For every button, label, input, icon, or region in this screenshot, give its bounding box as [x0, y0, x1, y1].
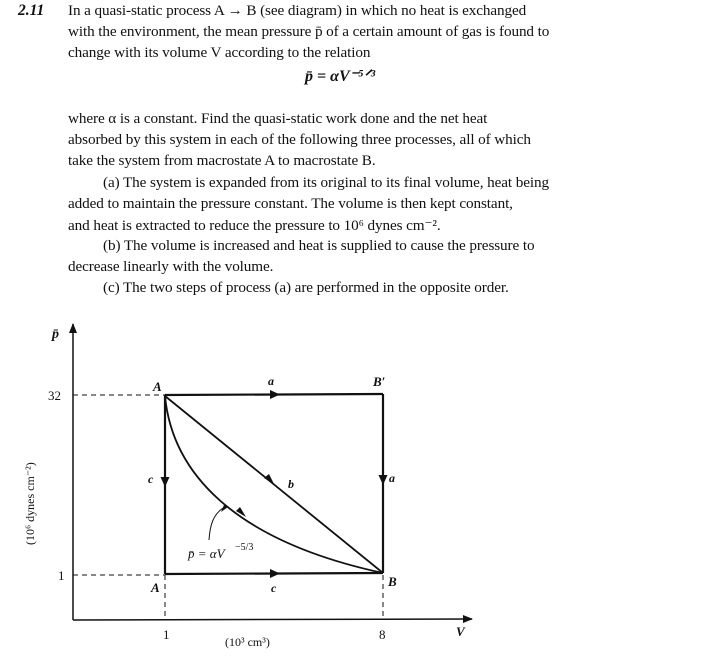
y-units: (10⁶ dynes cm⁻²) [23, 462, 37, 545]
arrow-b [264, 474, 274, 484]
y-axis-label: p̄ [52, 327, 59, 342]
problem-number: 2.11 [18, 2, 45, 19]
x-tick-1: 1 [163, 627, 170, 642]
label-a-top: a [268, 374, 274, 388]
part-a-line: and heat is extracted to reduce the pressure to 10⁶ dynes cm⁻². [68, 217, 441, 234]
label-c-bottom: c [271, 581, 277, 595]
point-B: B [388, 574, 397, 589]
x-tick-8: 8 [379, 627, 386, 642]
arrow-a-right [379, 475, 388, 485]
problem-text-line: In a quasi-static process A → B (see diagram) in which no heat is exchanged [68, 2, 527, 19]
y-tick-32: 32 [48, 388, 61, 403]
point-A-lower: A [151, 580, 160, 595]
part-a-line: (a) The system is expanded from its original to its final volume, heat being [103, 174, 549, 191]
label-c-left: c [148, 472, 154, 486]
curve-label: p̄ = αV [188, 546, 225, 561]
label-a-right: a [389, 471, 395, 485]
point-A: A [153, 379, 162, 394]
part-b-line: decrease linearly with the volume. [68, 258, 274, 275]
x-axis-label: V [456, 624, 465, 639]
arrow-c-left [161, 477, 170, 487]
problem-text-line: take the system from macrostate A to macrostate B. [68, 152, 376, 169]
problem-text-line: with the environment, the mean pressure p̄ of a certain amount of gas is found to [68, 23, 550, 40]
problem-text-line: change with its volume V according to the relation [68, 44, 371, 61]
problem-text-line: where α is a constant. Find the quasi-static work done and the net heat [68, 110, 488, 127]
part-b-line: (b) The volume is increased and heat is supplied to cause the pressure to [103, 237, 535, 254]
label-b: b [288, 477, 294, 491]
part-c-line: (c) The two steps of process (a) are performed in the opposite order. [103, 279, 509, 296]
x-axis [73, 619, 472, 620]
arrow-a-top [270, 390, 280, 399]
point-B-prime: B′ [373, 374, 386, 389]
curve-pointer [209, 508, 223, 540]
equation: p̄ = αV⁻⁵ᐟ³ [305, 68, 376, 85]
part-a-line: added to maintain the pressure constant. The volume is then kept constant, [68, 195, 513, 212]
y-tick-1: 1 [58, 568, 65, 583]
arrow-c-bottom [270, 569, 280, 578]
x-units: (10³ cm³) [225, 635, 270, 649]
problem-text-line: absorbed by this system in each of the following three processes, all of which [68, 131, 531, 148]
curve-exponent: −5/3 [235, 542, 254, 553]
